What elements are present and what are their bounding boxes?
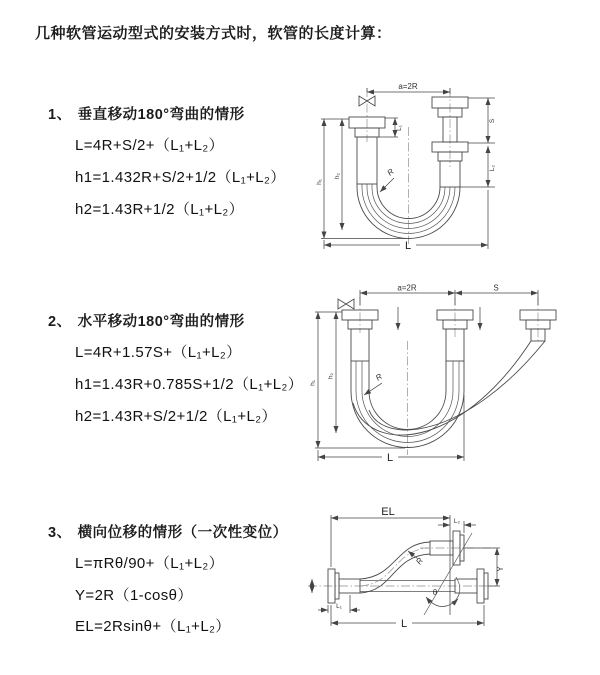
dim-s-label: S bbox=[489, 118, 496, 124]
dim-l1-label: L₁ bbox=[336, 603, 342, 610]
dim-length-label: L bbox=[386, 452, 394, 464]
small-reference-arrows bbox=[398, 307, 480, 330]
right-pipe-lower bbox=[432, 142, 468, 187]
diagram-1-vertical-180 bbox=[310, 72, 600, 272]
formula-1-length: L=4R+S/2+（L₁+L₂） bbox=[75, 137, 225, 154]
dim-a2r-label: a=2R bbox=[398, 82, 418, 91]
section-2-number: 2、 bbox=[48, 314, 72, 330]
dimension-h2 bbox=[328, 312, 337, 433]
dim-h1-label: h₁ bbox=[316, 179, 323, 185]
left-braid bbox=[357, 137, 377, 184]
dim-s-label: S bbox=[493, 283, 499, 293]
hose-s-curve bbox=[360, 542, 430, 593]
formula-2-h2: h2=1.43R+S/2+1/2（L₁+L₂） bbox=[75, 408, 277, 425]
valve-icon bbox=[338, 299, 354, 309]
radius-callout bbox=[364, 372, 384, 395]
section-2-title: 水平移动180°弯曲的情形 bbox=[77, 314, 245, 330]
left-braid bbox=[351, 329, 369, 361]
dimension-a2r bbox=[367, 82, 450, 94]
formula-3-length: L=πRθ/90+（L₁+L₂） bbox=[75, 555, 224, 572]
section-1-number: 1、 bbox=[48, 107, 72, 123]
page-title: 几种软管运动型式的安装方式时，软管的长度计算： bbox=[35, 25, 392, 42]
dim-el-label: EL bbox=[381, 506, 395, 518]
formula-2-length: L=4R+1.57S+（L₁+L₂） bbox=[75, 344, 242, 361]
dim-h2-label: h₂ bbox=[327, 372, 335, 380]
section-3-number: 3、 bbox=[48, 525, 72, 541]
dimension-a2r bbox=[360, 284, 538, 306]
angle-theta-label: θ bbox=[432, 588, 438, 597]
dim-length-label: L bbox=[404, 240, 412, 252]
dim-l2-label: L₂ bbox=[453, 518, 461, 525]
radius-label: R bbox=[414, 556, 425, 567]
dimension-length bbox=[324, 190, 488, 252]
dimension-h2 bbox=[334, 119, 342, 230]
formula-3-el: EL=2Rsinθ+（L₁+L₂） bbox=[75, 618, 231, 635]
formula-1-h2: h2=1.43R+1/2（L₁+L₂） bbox=[75, 201, 245, 218]
dimension-el bbox=[331, 506, 450, 615]
hose-position2 bbox=[353, 341, 545, 435]
dimension-s bbox=[455, 284, 538, 294]
dim-l2-label: L₂ bbox=[489, 164, 496, 172]
diagram-3-lateral-displacement bbox=[300, 503, 600, 653]
radius-label: R bbox=[373, 371, 384, 383]
radius-callout bbox=[380, 167, 396, 192]
section-3-title: 横向位移的情形（一次性变位） bbox=[77, 525, 288, 541]
dim-length-label: L bbox=[400, 618, 408, 630]
dim-h2-label: h₂ bbox=[334, 172, 341, 180]
formula-1-h1: h1=1.432R+S/2+1/2（L₁+L₂） bbox=[75, 169, 286, 186]
dim-y-label: Y bbox=[496, 566, 505, 572]
angle-theta bbox=[424, 533, 472, 615]
dim-h1-label: h₁ bbox=[310, 380, 317, 386]
dim-l1-label: L₁ bbox=[396, 125, 403, 131]
radius-label: R bbox=[385, 166, 396, 178]
diagram-2-horizontal-180 bbox=[310, 283, 600, 473]
dimension-l1 bbox=[379, 118, 403, 137]
section-1-title: 垂直移动180°弯曲的情形 bbox=[77, 107, 245, 123]
formula-2-h1: h1=1.43R+0.785S+1/2（L₁+L₂） bbox=[75, 376, 304, 393]
formula-3-y: Y=2R（1-cosθ） bbox=[75, 587, 193, 604]
centerlines bbox=[367, 88, 450, 244]
dimension-length bbox=[331, 605, 484, 630]
section-2-heading bbox=[48, 310, 245, 331]
dimension-y bbox=[464, 548, 505, 586]
dim-a2r-label: a=2R bbox=[397, 283, 417, 293]
section-3-heading bbox=[48, 521, 288, 542]
dimension-s bbox=[468, 98, 496, 143]
right-braid bbox=[440, 161, 460, 187]
section-1-heading bbox=[48, 103, 245, 124]
